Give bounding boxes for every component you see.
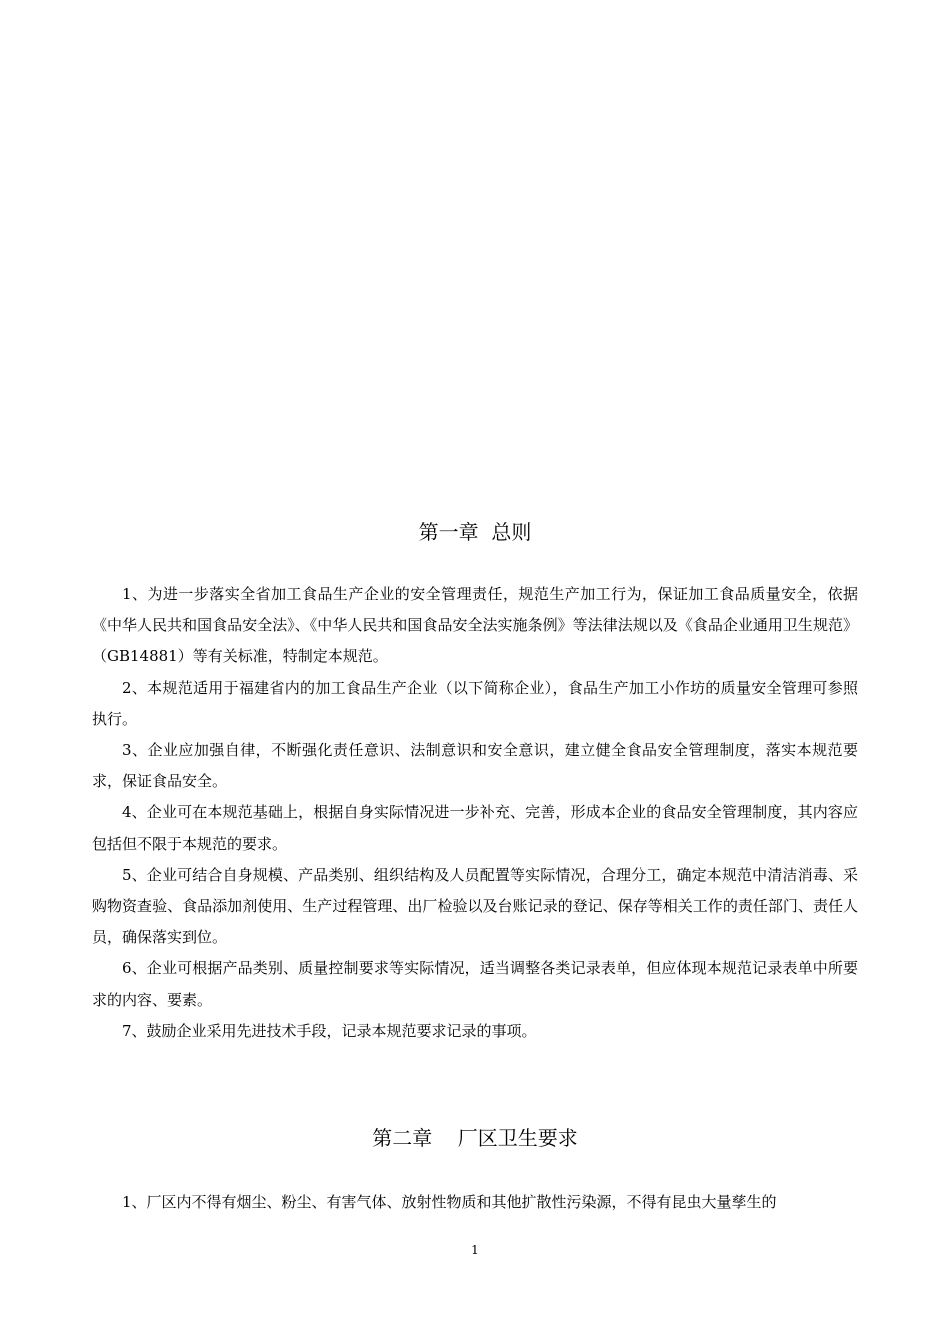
chapter-1-paragraph-6: 6、企业可根据产品类别、质量控制要求等实际情况，适当调整各类记录表单，但应体现本规范记录表单中所要求的内容、要素。 <box>92 959 858 1009</box>
chapter-1-paragraph-1: 1、为进一步落实全省加工食品生产企业的安全管理责任，规范生产加工行为，保证加工食品质量安全，依据《中华人民共和国食品安全法》、《中华人民共和国食品安全法实施条例》等法律法规以及《食品企业通用卫生规范》（GB14881）等有关标准，特制定本规范。 <box>92 585 858 666</box>
chapter-1-paragraph-5: 5、企业可结合自身规模、产品类别、组织结构及人员配置等实际情况，合理分工，确定本规范中清洁消毒、采购物资查验、食品添加剂使用、生产过程管理、出厂检验以及台账记录的登记、保存等相关工作的责任部门、责任人员，确保落实到位。 <box>92 865 858 947</box>
chapter-1-paragraph-4: 4、企业可在本规范基础上，根据自身实际情况进一步补充、完善，形成本企业的食品安全管理制度，其内容应包括但不限于本规范的要求。 <box>92 803 858 853</box>
chapter-1-paragraph-2: 2、本规范适用于福建省内的加工食品生产企业（以下简称企业），食品生产加工小作坊的质量安全管理可参照执行。 <box>92 678 858 728</box>
chapter-1-paragraph-3: 3、企业应加强自律，不断强化责任意识、法制意识和安全意识，建立健全食品安全管理制度，落实本规范要求，保证食品安全。 <box>92 741 858 791</box>
chapter-2-title: 第二章 厂区卫生要求 <box>372 1126 578 1150</box>
page-number: 1 <box>471 1243 479 1257</box>
chapter-1-body <box>92 579 858 1047</box>
chapter-2-body <box>92 1187 858 1218</box>
chapter-1-paragraph-7: 7、鼓励企业采用先进技术手段，记录本规范要求记录的事项。 <box>122 1021 537 1040</box>
chapter-1-title: 第一章 总则 <box>418 520 532 544</box>
chapter-2-paragraph-1: 1、厂区内不得有烟尘、粉尘、有害气体、放射性物质和其他扩散性污染源，不得有昆虫大量孳生的 <box>122 1193 777 1211</box>
